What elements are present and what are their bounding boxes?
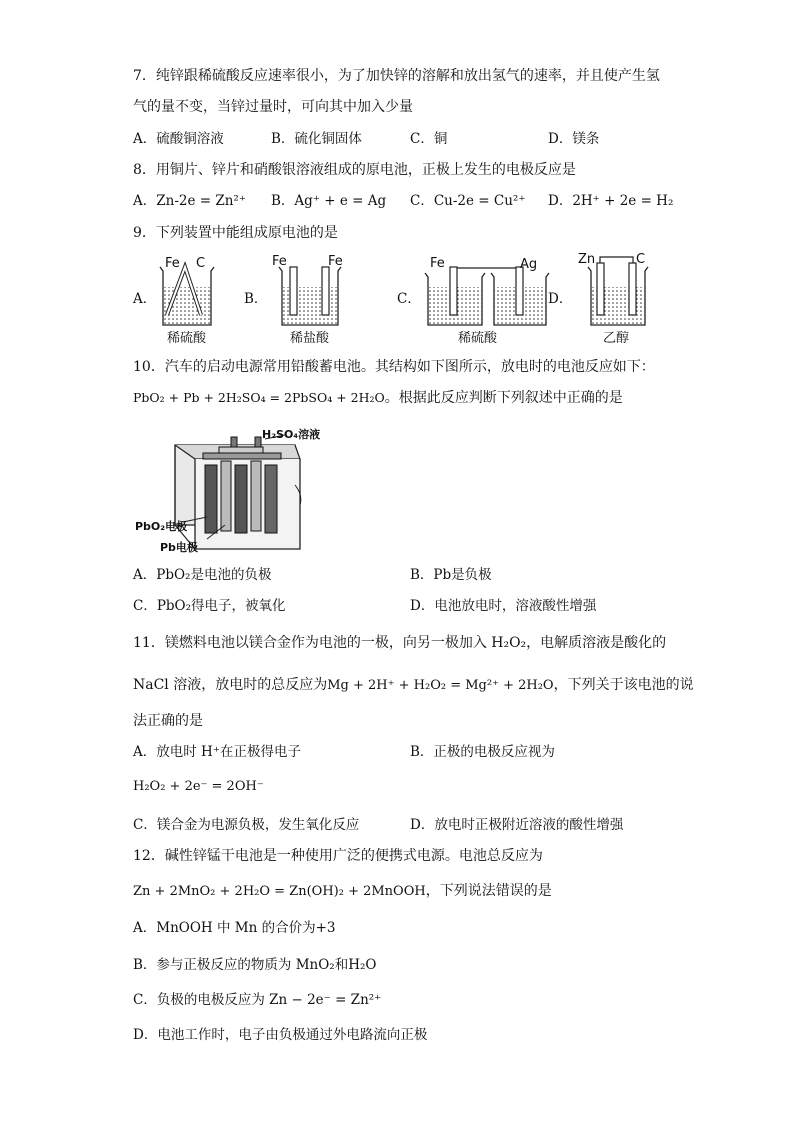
q9-fig-b-right-label: Fe (328, 254, 343, 269)
q10-stem-line-1: 10．汽车的启动电源常用铅酸蓄电池。其结构如下图所示，放电时的电池反应如下： (133, 359, 655, 375)
q7-stem-line-1: 7．纯锌跟稀硫酸反应速率很小，为了加快锌的溶解和放出氢气的速率，并且使产生氢 (133, 68, 660, 84)
q10-equation: PbO₂ + Pb + 2H₂SO₄ = 2PbSO₄ + 2H₂O (133, 390, 385, 405)
q8-stem: 8．用铜片、锌片和硝酸银溶液组成的原电池，正极上发生的电极反应是 (133, 162, 576, 178)
q10-fig-h2so4-label: H₂SO₄溶液 (262, 428, 321, 441)
q11-stem-line-2-tail: ，下列关于该电池的说 (553, 677, 694, 693)
q11-option-b: B．正极的电极反应视为 (410, 744, 555, 760)
q9-option-c: C． (397, 291, 421, 307)
q8-option-a: A．Zn-2e = Zn²⁺ (133, 193, 246, 209)
q9-fig-a-right-label: C (196, 256, 206, 271)
q7-option-d: D．镁条 (548, 131, 600, 147)
q10-fig-pb-label: Pb电极 (160, 541, 198, 554)
q9-option-d: D． (548, 291, 573, 307)
q11-equation: Mg + 2H⁺ + H₂O₂ = Mg²⁺ + 2H₂O (327, 678, 554, 693)
q9-fig-d-liquid: 乙醇 (603, 331, 630, 346)
q12-option-c: C．负极的电极反应为 Zn − 2e⁻ = Zn²⁺ (133, 992, 382, 1008)
q9-fig-b-liquid: 稀盐酸 (290, 331, 330, 346)
q11-option-d: D．放电时正极附近溶液的酸性增强 (410, 817, 624, 833)
q11-stem-line-1: 11．镁燃料电池以镁合金作为电池的一极，向另一极加入 H₂O₂，电解质溶液是酸化的 (133, 635, 667, 651)
q8-option-d: D．2H⁺ + 2e = H₂ (548, 193, 674, 209)
q11-option-a: A．放电时 H⁺在正极得电子 (133, 744, 301, 760)
q7-option-b: B．硫化铜固体 (271, 131, 362, 147)
q9-option-a: A． (133, 291, 157, 307)
q9-fig-c-right-label: Ag (520, 257, 538, 272)
q9-fig-c-left-label: Fe (430, 256, 445, 271)
q12-stem-line-2 (133, 881, 552, 902)
q8-option-b: B．Ag⁺ + e = Ag (271, 193, 387, 209)
q12-stem-line-1: 12．碱性锌锰干电池是一种使用广泛的便携式电源。电池总反应为 (133, 848, 543, 864)
q11-stem-line-2 (133, 675, 694, 696)
q10-option-d: D．电池放电时，溶液酸性增强 (410, 598, 597, 614)
q9-fig-a-liquid: 稀硫酸 (167, 331, 207, 346)
q12-equation: Zn + 2MnO₂ + 2H₂O = Zn(OH)₂ + 2MnOOH (133, 884, 426, 899)
q10-stem-line-2 (133, 388, 623, 408)
q12-option-d: D．电池工作时，电子由负极通过外电路流向正极 (133, 1027, 428, 1043)
q7-option-c: C．铜 (410, 131, 448, 147)
q12-stem-tail: ，下列说法错误的是 (425, 883, 552, 899)
q7-stem-line-2: 气的量不变，当锌过量时，可向其中加入少量 (133, 99, 413, 115)
q11-option-b-equation: H₂O₂ + 2e⁻ = 2OH⁻ (133, 779, 264, 794)
q11-stem-line-2-head: NaCl 溶液，放电时的总反应为 (133, 677, 328, 693)
q12-option-b: B．参与正极反应的物质为 MnO₂和H₂O (133, 957, 377, 973)
q9-stem: 9．下列装置中能组成原电池的是 (133, 225, 338, 241)
q11-stem-line-3: 法正确的是 (133, 713, 203, 729)
q10-option-a: A．PbO₂是电池的负极 (133, 567, 272, 583)
q8-option-c: C．Cu-2e = Cu²⁺ (410, 193, 526, 209)
q12-option-a: A．MnOOH 中 Mn 的合价为+3 (133, 920, 336, 936)
q7-option-a: A．硫酸铜溶液 (133, 131, 224, 147)
q9-fig-c-liquid: 稀硫酸 (458, 331, 498, 346)
q10-option-c: C．PbO₂得电子，被氧化 (133, 598, 286, 614)
q9-option-b: B． (244, 291, 268, 307)
q10-stem-tail: 。根据此反应判断下列叙述中正确的是 (384, 390, 623, 406)
q11-option-c: C．镁合金为电源负极，发生氧化反应 (133, 817, 360, 833)
q10-fig-pbo2-label: PbO₂电极 (135, 520, 188, 533)
q9-fig-d-left-label: Zn (578, 252, 596, 267)
q9-fig-d-right-label: C (636, 252, 646, 267)
q10-option-b: B．Pb是负极 (410, 567, 492, 583)
q9-fig-a-left-label: Fe (165, 256, 180, 271)
q9-fig-b-left-label: Fe (272, 254, 287, 269)
